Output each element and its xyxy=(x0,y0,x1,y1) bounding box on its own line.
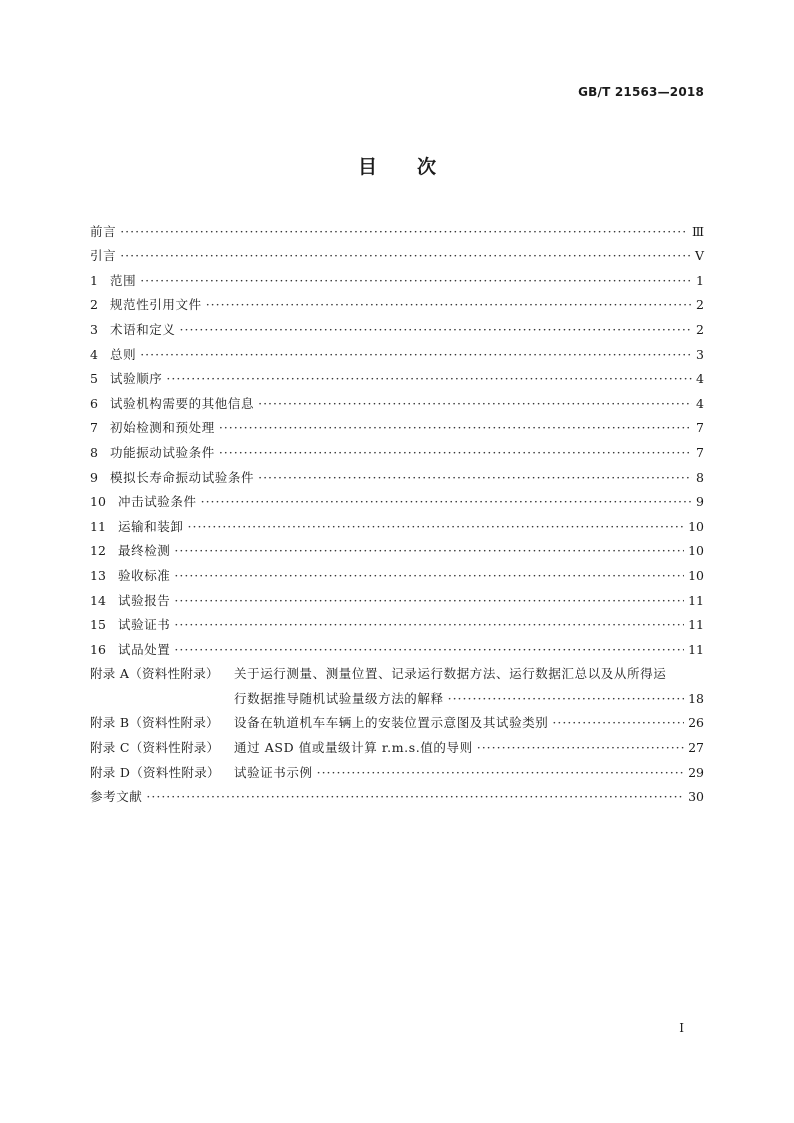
toc-entry-label: 引言 xyxy=(90,248,117,264)
toc-entry-number: 13 xyxy=(90,567,106,583)
toc-entry-page: 1 xyxy=(696,272,704,288)
toc-entry-page: 30 xyxy=(688,789,704,805)
page-number: Ⅰ xyxy=(679,1021,684,1035)
appendix-prefix: 附录 B（资料性附录） xyxy=(90,715,219,731)
dot-leader xyxy=(219,419,692,436)
document-code: GB/T 21563—2018 xyxy=(578,85,704,99)
toc-entry[interactable] xyxy=(90,633,704,658)
toc-entry-label: 验收标准 xyxy=(118,567,171,583)
toc-appendix-a[interactable] xyxy=(90,658,704,683)
dot-leader xyxy=(180,321,692,338)
toc-entry-page: 2 xyxy=(696,297,704,313)
toc-entry[interactable] xyxy=(90,363,704,388)
toc-entry-label: 参考文献 xyxy=(90,789,143,805)
toc-entry-page: 11 xyxy=(688,641,704,657)
toc-entry-page: 10 xyxy=(688,567,704,583)
toc-entry-page: 8 xyxy=(696,469,704,485)
dot-leader xyxy=(201,493,692,510)
toc-entry-label: 模拟长寿命振动试验条件 xyxy=(110,469,255,485)
dot-leader xyxy=(258,395,692,412)
toc-entry[interactable] xyxy=(90,313,704,338)
toc-entry[interactable] xyxy=(90,264,704,289)
toc-entry-label: 最终检测 xyxy=(118,543,171,559)
toc-entry[interactable] xyxy=(90,584,704,609)
toc-appendix-d[interactable] xyxy=(90,756,704,781)
dot-leader xyxy=(146,788,684,805)
toc-entry-page: 27 xyxy=(688,740,704,756)
toc-entry-page: 10 xyxy=(688,543,704,559)
toc-entry-label: 功能振动试验条件 xyxy=(110,444,215,460)
toc-entry[interactable] xyxy=(90,412,704,437)
toc-entry-number: 15 xyxy=(90,617,106,633)
toc-entry-number: 4 xyxy=(90,346,98,362)
toc-entry-number: 7 xyxy=(90,420,98,436)
dot-leader xyxy=(120,247,691,264)
toc-entry-number: 2 xyxy=(90,297,98,313)
toc-entry-label: 范围 xyxy=(110,272,137,288)
toc-entry-page: 11 xyxy=(688,592,704,608)
dot-leader xyxy=(120,223,688,240)
toc-entry-label: 试验证书 xyxy=(118,617,171,633)
dot-leader xyxy=(206,296,692,313)
dot-leader xyxy=(166,370,692,387)
dot-leader xyxy=(140,272,692,289)
appendix-prefix: 附录 C（资料性附录） xyxy=(90,740,220,756)
dot-leader xyxy=(552,714,684,731)
toc-entry-number: 9 xyxy=(90,469,98,485)
toc-entry-page: 2 xyxy=(696,321,704,337)
toc-entry-number: 12 xyxy=(90,543,106,559)
toc-entry-page: 26 xyxy=(688,715,704,731)
toc-entry-label: 总则 xyxy=(110,346,137,362)
toc-entry-page: 4 xyxy=(696,371,704,387)
toc-entry[interactable] xyxy=(90,559,704,584)
dot-leader xyxy=(317,764,684,781)
dot-leader xyxy=(140,346,692,363)
toc-appendix-c[interactable] xyxy=(90,731,704,756)
toc-entry-number: 8 xyxy=(90,444,98,460)
toc-entry-label: 前言 xyxy=(90,223,117,239)
dot-leader xyxy=(477,739,684,756)
toc-entry-number: 1 xyxy=(90,272,98,288)
toc-entry[interactable] xyxy=(90,387,704,412)
page-title: 目次 xyxy=(357,156,476,178)
toc-entry-introduction[interactable] xyxy=(90,240,704,265)
toc-appendix-a-continuation[interactable] xyxy=(90,682,704,707)
toc-entry-page: 29 xyxy=(688,764,704,780)
toc-entry[interactable] xyxy=(90,289,704,314)
toc-entry-label: 试验顺序 xyxy=(110,371,163,387)
toc-entry[interactable] xyxy=(90,338,704,363)
dot-leader xyxy=(188,518,685,535)
dot-leader xyxy=(219,444,692,461)
toc-entry-label: 试验机构需要的其他信息 xyxy=(110,395,255,411)
toc-entry-page: 18 xyxy=(688,690,704,706)
appendix-label: 设备在轨道机车车辆上的安装位置示意图及其试验类别 xyxy=(234,715,549,731)
toc-entry[interactable] xyxy=(90,486,704,511)
appendix-prefix: 附录 A（资料性附录） xyxy=(90,666,219,682)
toc-entry-number: 14 xyxy=(90,592,106,608)
appendix-prefix: 附录 D（资料性附录） xyxy=(90,764,220,780)
toc-entry[interactable] xyxy=(90,609,704,634)
toc-entry-number: 16 xyxy=(90,641,106,657)
appendix-label: 关于运行测量、测量位置、记录运行数据方法、运行数据汇总以及从所得运 xyxy=(234,666,667,682)
dot-leader xyxy=(174,641,684,658)
dot-leader xyxy=(174,542,684,559)
toc-entry-label: 运输和装卸 xyxy=(118,518,184,534)
toc-entry-number: 6 xyxy=(90,395,98,411)
table-of-contents xyxy=(90,215,704,805)
appendix-label: 通过 ASD 值或量级计算 r.m.s.值的导则 xyxy=(234,740,473,756)
dot-leader xyxy=(174,616,684,633)
dot-leader xyxy=(258,469,692,486)
toc-entry[interactable] xyxy=(90,510,704,535)
toc-entry-number: 11 xyxy=(90,518,106,534)
toc-entry-number: 10 xyxy=(90,494,106,510)
toc-entry-page: Ⅲ xyxy=(691,223,704,239)
toc-entry-label: 冲击试验条件 xyxy=(118,494,197,510)
toc-entry-label: 规范性引用文件 xyxy=(110,297,202,313)
toc-entry-page: 7 xyxy=(696,420,704,436)
dot-leader xyxy=(174,592,684,609)
toc-appendix-b[interactable] xyxy=(90,707,704,732)
toc-entry-page: 10 xyxy=(688,518,704,534)
toc-entry-label: 试品处置 xyxy=(118,641,171,657)
toc-entry-page: 11 xyxy=(688,617,704,633)
appendix-label: 试验证书示例 xyxy=(234,764,313,780)
dot-leader xyxy=(174,567,684,584)
toc-entry-references[interactable] xyxy=(90,781,704,806)
toc-entry-page: Ⅴ xyxy=(694,248,704,264)
toc-entry-page: 3 xyxy=(696,346,704,362)
toc-entry-page: 4 xyxy=(696,395,704,411)
toc-entry-foreword[interactable] xyxy=(90,215,704,240)
toc-entry-number: 5 xyxy=(90,371,98,387)
toc-entry[interactable] xyxy=(90,461,704,486)
toc-entry-page: 7 xyxy=(696,444,704,460)
dot-leader xyxy=(448,690,684,707)
toc-entry-label: 初始检测和预处理 xyxy=(110,420,215,436)
toc-entry[interactable] xyxy=(90,436,704,461)
appendix-label-continued: 行数据推导随机试验量级方法的解释 xyxy=(234,690,444,706)
toc-entry[interactable] xyxy=(90,535,704,560)
toc-entry-number: 3 xyxy=(90,321,98,337)
toc-entry-label: 试验报告 xyxy=(118,592,171,608)
toc-entry-label: 术语和定义 xyxy=(110,321,176,337)
toc-entry-page: 9 xyxy=(696,494,704,510)
